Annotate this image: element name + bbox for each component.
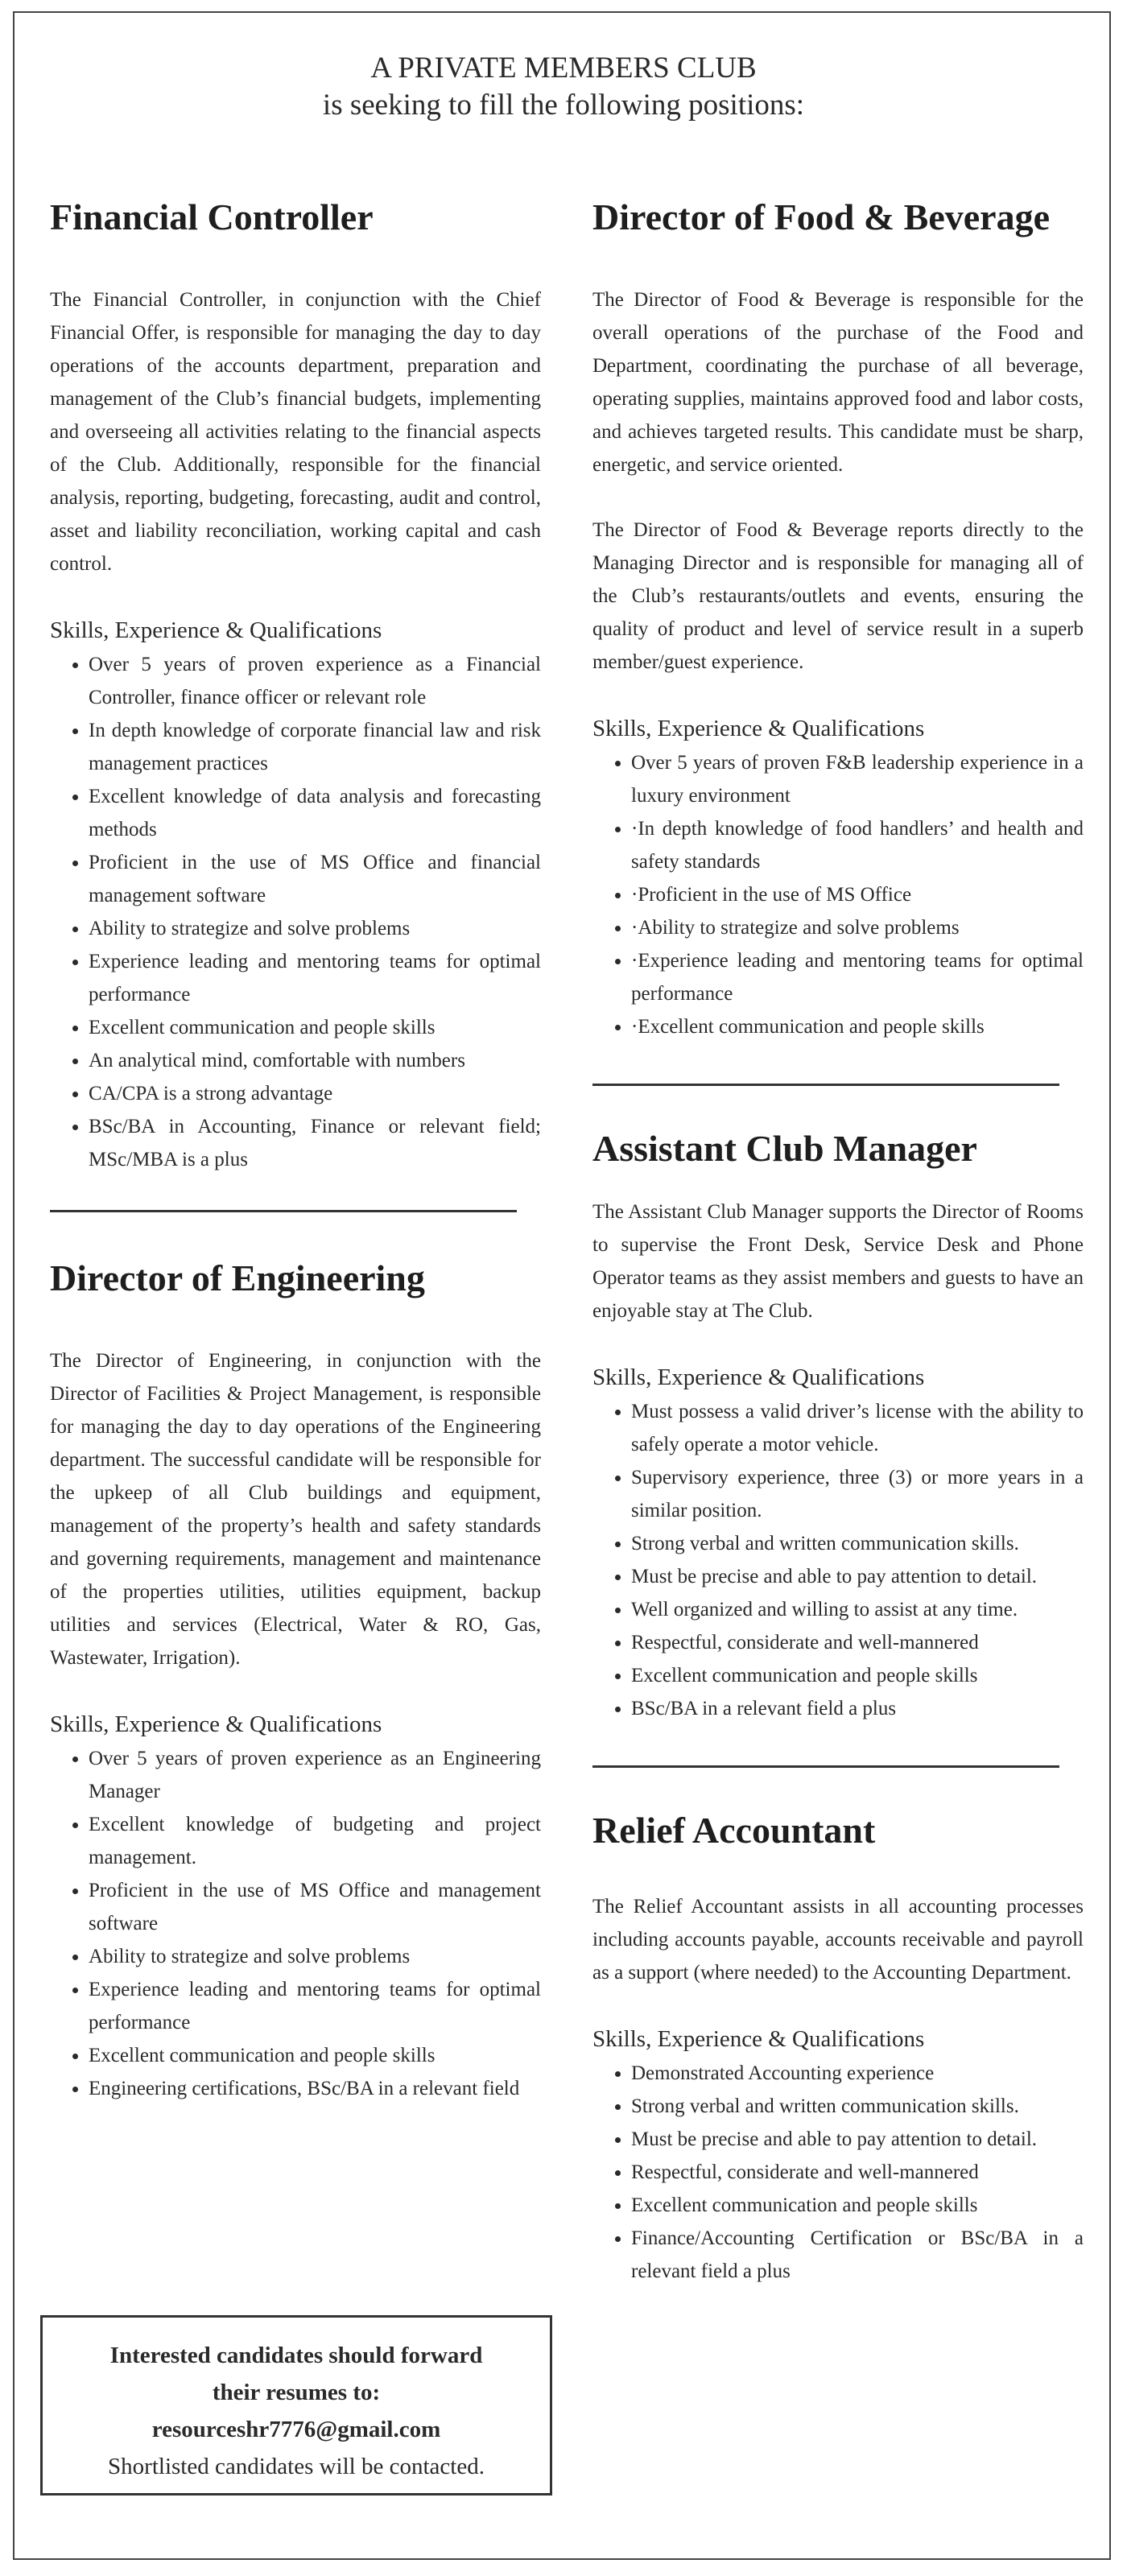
assistant-club-manager-skills-heading: Skills, Experience & Qualifications — [592, 1364, 925, 1390]
financial-controller-description: The Financial Controller, in conjunction with the Chief Financial Offer, is responsible for managing the day to day operations of the accounts department, preparation and management of the Club’s financial budgets, implementing and overseeing all activities relating to the financial aspects of the Club. Additionally, responsible for the financial analysis, reporting, budgeting, forecasting, audit and control, asset and liability reconciliation, working capital and cash control. — [50, 289, 541, 575]
relief-accountant-section — [592, 1806, 1084, 2288]
contact-email[interactable]: resourceshr7776@gmail.com — [151, 2417, 441, 2442]
list-item: • ·Proficient in the use of MS Office — [631, 878, 1084, 911]
financial-controller-skills-heading: Skills, Experience & Qualifications — [50, 617, 382, 643]
list-item: • Ability to strategize and solve problems — [89, 912, 541, 945]
list-item: • An analytical mind, comfortable with numbers — [89, 1044, 541, 1077]
contact-note: Shortlisted candidates will be contacted. — [108, 2454, 485, 2479]
relief-accountant-skills-list — [592, 2057, 1084, 2288]
list-item: • Excellent communication and people skills — [89, 2039, 541, 2072]
list-item: • Strong verbal and written communication skills. — [631, 2090, 1084, 2123]
relief-accountant-title: Relief Accountant — [592, 1810, 876, 1851]
list-item: • Strong verbal and written communication skills. — [631, 1527, 1084, 1560]
list-item: • Ability to strategize and solve problems — [89, 1940, 541, 1973]
list-item: • Excellent communication and people skills — [631, 2189, 1084, 2222]
director-fb-title: Director of Food & Beverage — [592, 196, 1050, 237]
assistant-club-manager-section — [592, 1125, 1084, 1725]
list-item: • ·Experience leading and mentoring teams for optimal performance — [631, 944, 1084, 1010]
list-item: • ·Excellent communication and people skills — [631, 1010, 1084, 1043]
contact-line-2: their resumes to: — [212, 2380, 381, 2405]
header-subtitle: is seeking to fill the following positions: — [322, 89, 805, 122]
financial-controller-skills-list — [50, 648, 541, 1176]
list-item: • Engineering certifications, BSc/BA in a relevant field — [89, 2072, 541, 2105]
director-fb-skills-heading: Skills, Experience & Qualifications — [592, 716, 925, 741]
list-item: • Finance/Accounting Certification or BSc/BA in a relevant field a plus — [631, 2222, 1084, 2288]
list-item: • Experience leading and mentoring teams for optimal performance — [89, 1973, 541, 2039]
list-item: • CA/CPA is a strong advantage — [89, 1077, 541, 1110]
list-item: • Must be precise and able to pay attention to detail. — [631, 1560, 1084, 1593]
list-item: • Respectful, considerate and well-mannered — [631, 2156, 1084, 2189]
section-divider — [592, 1765, 1059, 1768]
assistant-club-manager-skills-list — [592, 1395, 1084, 1725]
list-item: • ·Ability to strategize and solve problems — [631, 911, 1084, 944]
director-engineering-description: The Director of Engineering, in conjunction with the Director of Facilities & Project Management, is responsible for managing the day to day operations of the Engineering department. The successful candidate will be responsible for the upkeep of all Club buildings and equipment, management of the property’s health and safety standards and governing requirements, management and maintenance of the properties utilities, utilities equipment, backup utilities and services (Electrical, Water & RO, Gas, Wastewater, Irrigation). — [50, 1350, 541, 1669]
list-item: • Over 5 years of proven experience as a Financial Controller, finance officer or relevant role — [89, 648, 541, 714]
section-divider — [50, 1210, 517, 1212]
list-item: • ·In depth knowledge of food handlers’ and health and safety standards — [631, 812, 1084, 878]
relief-accountant-description: The Relief Accountant assists in all accounting processes including accounts payable, accounts receivable and payroll as a support (where needed) to the Accounting Department. — [592, 1896, 1084, 1984]
relief-accountant-skills-heading: Skills, Experience & Qualifications — [592, 2026, 925, 2052]
director-engineering-section — [50, 1254, 541, 2105]
list-item: • Proficient in the use of MS Office and management software — [89, 1874, 541, 1940]
section-divider — [592, 1084, 1059, 1086]
list-item: • In depth knowledge of corporate financial law and risk management practices — [89, 714, 541, 780]
director-fb-skills-list — [592, 746, 1084, 1043]
list-item: • Excellent communication and people skills — [89, 1011, 541, 1044]
director-engineering-skills-heading: Skills, Experience & Qualifications — [50, 1711, 382, 1737]
list-item: • Demonstrated Accounting experience — [631, 2057, 1084, 2090]
list-item: • Excellent knowledge of budgeting and project management. — [89, 1808, 541, 1874]
list-item: • BSc/BA in Accounting, Finance or relevant field; MSc/MBA is a plus — [89, 1110, 541, 1176]
right-column — [592, 193, 1084, 2288]
director-fb-description-1: The Director of Food & Beverage is responsible for the overall operations of the purchase of the Food and Department, coordinating the purchase of all beverage, operating supplies, maintains approved food and labor costs, and achieves targeted results. This candidate must be sharp, energetic, and service oriented. — [592, 289, 1084, 476]
director-fb-section — [592, 193, 1084, 1043]
list-item: • Excellent communication and people skills — [631, 1659, 1084, 1692]
list-item: • Excellent knowledge of data analysis and forecasting methods — [89, 780, 541, 846]
director-engineering-title: Director of Engineering — [50, 1257, 425, 1298]
contact-line-1: Interested candidates should forward — [109, 2343, 483, 2368]
list-item: • Over 5 years of proven F&B leadership experience in a luxury environment — [631, 746, 1084, 812]
list-item: • Experience leading and mentoring teams for optimal performance — [89, 945, 541, 1011]
list-item: • Proficient in the use of MS Office and financial management software — [89, 846, 541, 912]
list-item: • BSc/BA in a relevant field a plus — [631, 1692, 1084, 1725]
list-item: • Over 5 years of proven experience as an Engineering Manager — [89, 1742, 541, 1808]
list-item: • Well organized and willing to assist at any time. — [631, 1593, 1084, 1626]
contact-box — [40, 2315, 552, 2496]
list-item: • Must possess a valid driver’s license with the ability to safely operate a motor vehicle. — [631, 1395, 1084, 1461]
list-item: • Supervisory experience, three (3) or more years in a similar position. — [631, 1461, 1084, 1527]
director-engineering-skills-list — [50, 1742, 541, 2105]
financial-controller-section — [50, 193, 541, 1176]
left-column — [50, 193, 541, 2105]
financial-controller-title: Financial Controller — [50, 196, 374, 237]
page-header — [0, 50, 1127, 124]
list-item: • Must be precise and able to pay attention to detail. — [631, 2123, 1084, 2156]
assistant-club-manager-description: The Assistant Club Manager supports the Director of Rooms to supervise the Front Desk, Service Desk and Phone Operator teams as they assist members and guests to have an enjoyable stay at The Club. — [592, 1201, 1084, 1322]
header-title: A PRIVATE MEMBERS CLUB — [370, 52, 757, 85]
assistant-club-manager-title: Assistant Club Manager — [592, 1128, 977, 1169]
director-fb-description-2: The Director of Food & Beverage reports directly to the Managing Director and is responsible for managing all of the Club’s restaurants/outlets and events, ensuring the quality of product and level of service result in a superb member/guest experience. — [592, 519, 1084, 673]
list-item: • Respectful, considerate and well-mannered — [631, 1626, 1084, 1659]
